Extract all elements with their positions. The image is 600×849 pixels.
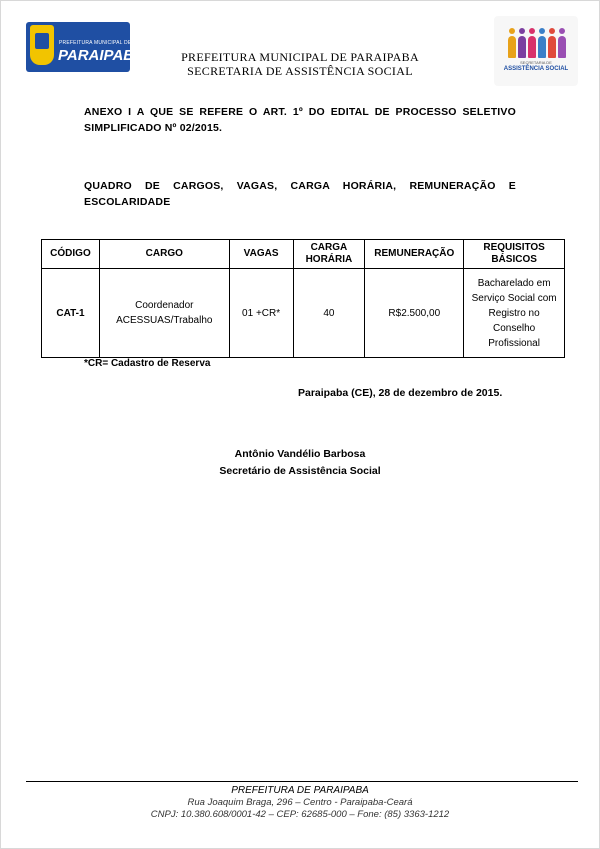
cell-salary: R$2.500,00 [365,269,464,358]
footer-address: Rua Joaquim Braga, 296 – Centro - Paraipaba-Ceará [187,797,413,808]
footer-contact: CNPJ: 10.380.608/0001-42 – CEP: 62685-000 – Fone: (85) 3363-1212 [150,809,450,820]
signature-block [150,446,450,480]
signatory-role: Secretário de Assistência Social [219,465,381,477]
column-header: CÓDIGO [42,240,100,269]
cell-code: CAT-1 [42,269,100,358]
column-header: REMUNERAÇÃO [365,240,464,269]
footer [100,785,500,821]
person-icon [548,36,556,58]
table-header-row [42,240,565,269]
cell-requirements: Bacharelado em Serviço Social com Registro no Conselho Profissional [464,269,565,358]
footer-divider [26,781,578,782]
column-header: REQUISITOS BÁSICOS [464,240,565,269]
cell-position: Coordenador ACESSUAS/Trabalho [99,269,229,358]
cell-workload: 40 [293,269,365,358]
social-assistance-logo [494,16,578,86]
person-icon [558,36,566,58]
header-title [150,50,450,78]
section-title-line-1: QUADRO DE CARGOS, VAGAS, CARGA HORÁRIA, REMUNERAÇÃO E [84,180,516,192]
person-icon [528,36,536,58]
annex-line-2: SIMPLIFICADO Nº 02/2015. [84,122,223,134]
logo-small-text: PREFEITURA MUNICIPAL DE [59,40,132,46]
header-line-2: SECRETARIA DE ASSISTÊNCIA SOCIAL [187,64,413,78]
annex-line-1: ANEXO I A QUE SE REFERE O ART. 1º DO EDITAL DE PROCESSO SELETIVO [84,106,516,118]
person-icon [508,36,516,58]
date-line: Paraipaba (CE), 28 de dezembro de 2015. [298,387,503,399]
annex-heading [84,104,516,136]
cell-vacancies: 01 +CR* [229,269,293,358]
person-icon [518,36,526,58]
person-icon [538,36,546,58]
column-header: CARGO [99,240,229,269]
header-line-1: PREFEITURA MUNICIPAL DE PARAIPABA [181,50,419,64]
logo-big-text: PARAIPABA [58,47,145,64]
signatory-name: Antônio Vandélio Barbosa [234,448,366,460]
column-header: CARGA HORÁRIA [293,240,365,269]
logo-right-name: ASSISTÊNCIA SOCIAL [503,66,569,72]
section-title [84,178,516,210]
footer-title: PREFEITURA DE PARAIPABA [231,785,369,796]
positions-table [41,239,565,358]
logo-right-small-text: SECRETARIA DE [520,60,552,65]
reserve-note: *CR= Cadastro de Reserva [84,358,211,369]
coat-of-arms-icon [30,25,54,65]
table-row [42,269,565,358]
section-title-line-2: ESCOLARIDADE [84,196,171,208]
column-header: VAGAS [229,240,293,269]
paraipaba-logo [26,22,145,72]
